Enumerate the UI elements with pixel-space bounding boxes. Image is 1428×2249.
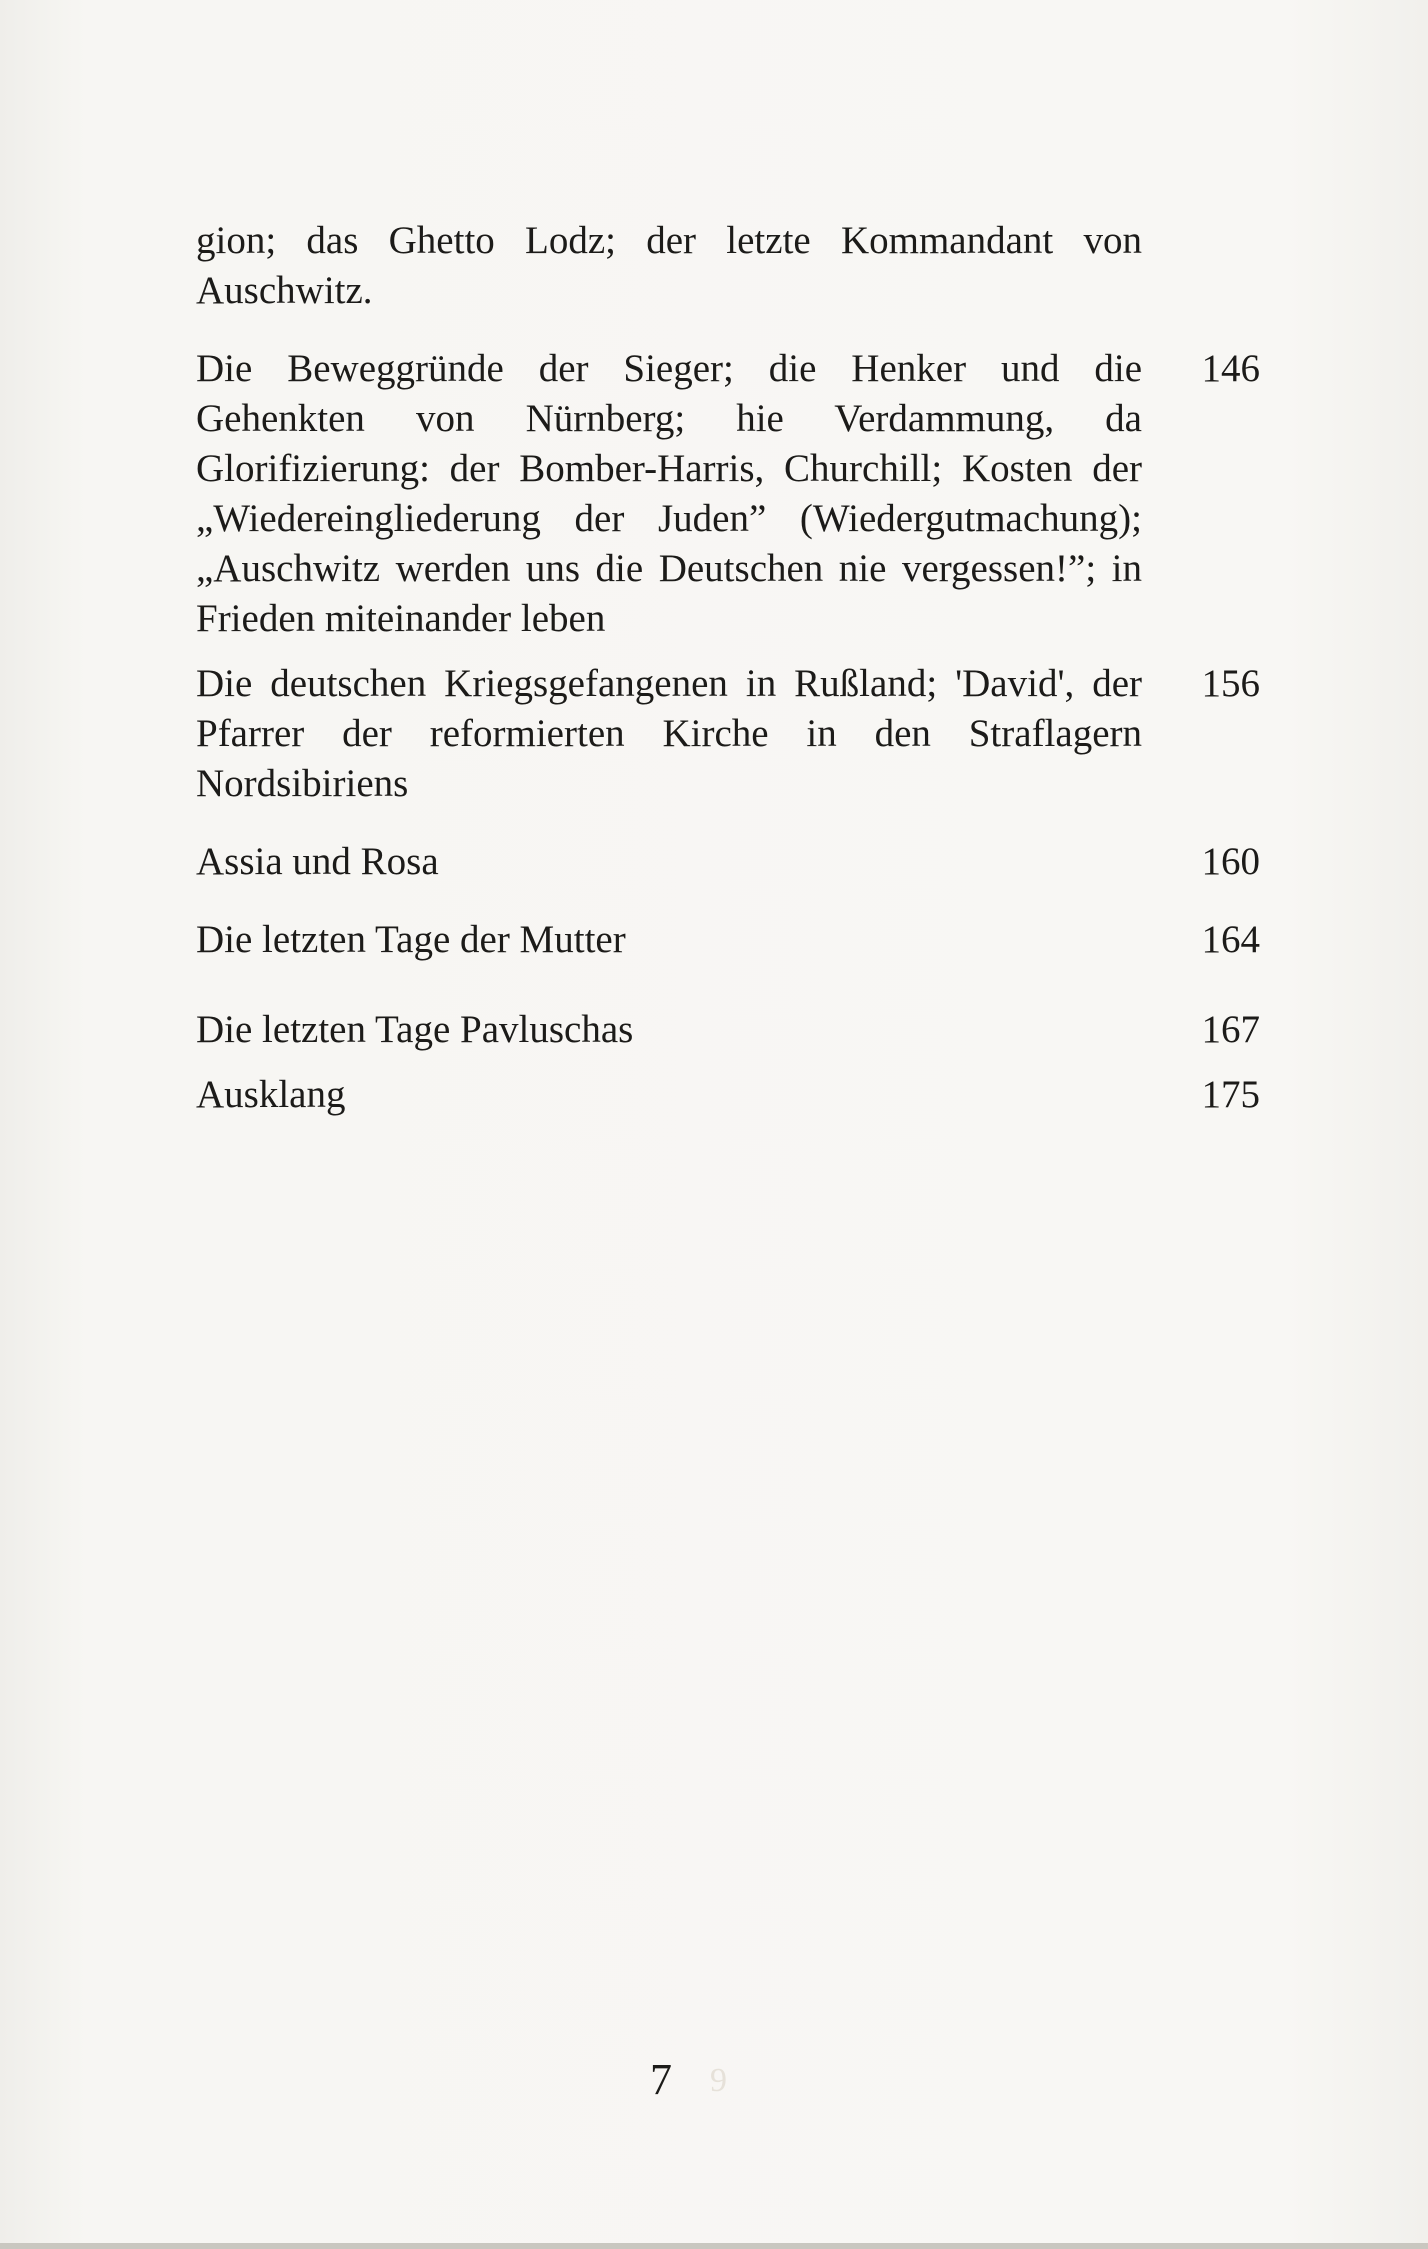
toc-entry-title: Die letzten Tage Pavluschas [196,1008,634,1051]
page-bottom-edge [0,2243,1428,2249]
toc-entry-title: Assia und Rosa [196,840,439,883]
toc-entry-page: 156 [1201,662,1260,705]
toc-entry [196,344,1260,644]
page-number: 7 [650,2055,672,2104]
bleed-through-page-number: 9 [710,2062,727,2099]
toc-entry-title: Die Beweggründe der Sieger; die Henker und die Gehenkten von Nürnberg; hie Verdammung, da Glorifizierung: der Bomber-Harris, Churchill; Kosten der „Wiedereingliederung der Juden” (Wiedergutmachung); „Auschwitz werden uns die Deutschen nie vergessen!”; in Frieden miteinander leben [196,347,1142,640]
toc-entry-title: Die letzten Tage der Mutter [196,918,626,961]
toc-entry [196,659,1260,809]
toc-entry-title: Die deutschen Kriegsgefangenen in Rußland; 'David', der Pfarrer der reformierten Kirche in den Straflagern Nordsibiriens [196,662,1142,805]
toc-entry [196,837,1260,887]
toc-entry [196,1070,1260,1120]
toc-entry-page: 160 [1201,840,1260,883]
toc-entry-page: 146 [1201,347,1260,390]
table-of-contents [196,216,1260,1135]
toc-continued-text: gion; das Ghetto Lodz; der letzte Kommandant von Auschwitz. [196,219,1142,312]
toc-entry [196,915,1260,965]
toc-entry-title: Ausklang [196,1073,346,1116]
toc-entry [196,1005,1260,1055]
toc-entry-page: 175 [1201,1073,1260,1116]
toc-entry-page: 164 [1201,918,1260,961]
toc-entry-page: 167 [1201,1008,1260,1051]
